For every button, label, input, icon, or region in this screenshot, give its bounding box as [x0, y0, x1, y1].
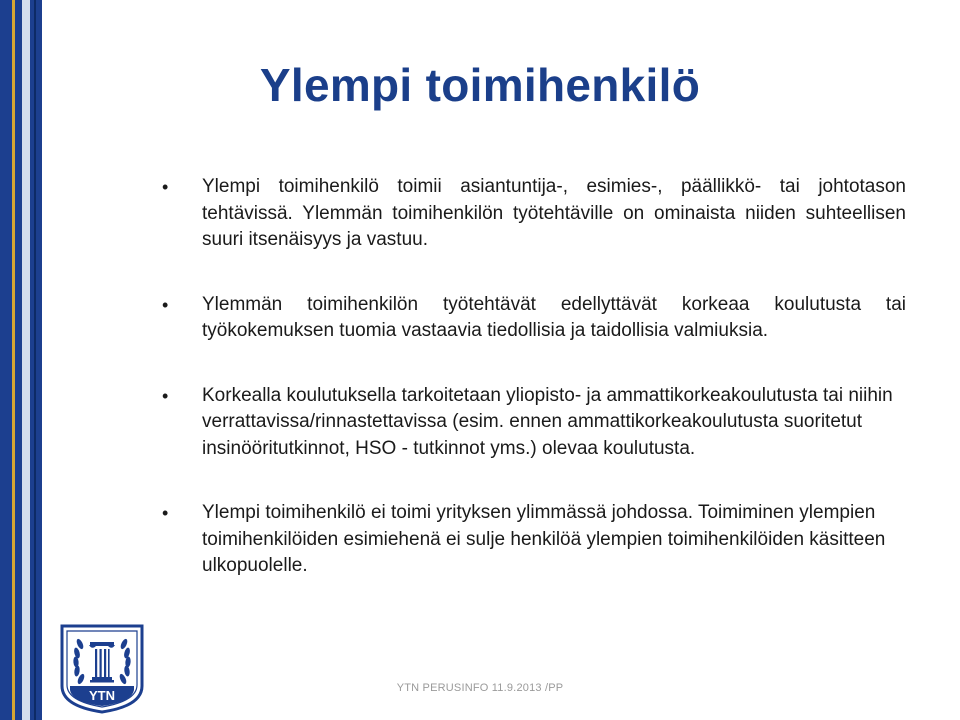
- bullet-item-2: [162, 292, 906, 345]
- bullet-marker: •: [162, 385, 169, 406]
- bullet-item-4: [162, 500, 906, 580]
- bullet-text-3: Korkealla koulutuksella tarkoitetaan yliopisto- ja ammattikorkeakoulutusta tai niihin verrattavissa/rinnastettavissa (esim. ennen ammattikorkeakoulutusta suoritetut insinööritutkinnot, HSO - tutkinnot yms.) olevaa koulutusta.: [202, 384, 893, 459]
- bullet-item-3: [162, 383, 906, 463]
- bullet-item-1: [162, 174, 906, 254]
- bullet-marker: •: [162, 294, 169, 315]
- bullet-list: [162, 174, 906, 618]
- slide-title: Ylempi toimihenkilö: [259, 59, 701, 111]
- bullet-text-2: Ylemmän toimihenkilön työtehtävät edellyttävät korkeaa koulutusta tai työkokemuksen tuomia vastaavia tiedollisia ja taidollisia valmiuksia.: [202, 293, 906, 341]
- ytn-logo-icon: [58, 622, 146, 714]
- ytn-logo-graphic: [58, 622, 146, 714]
- logo-text: YTN: [89, 688, 115, 703]
- bullet-text-4: Ylempi toimihenkilö ei toimi yrityksen ylimmässä johdossa. Toimiminen ylempien toimihenkilöiden esimiehenä ei sulje henkilöä ylempien toimihenkilöiden käsitteen ulkopuolelle.: [202, 502, 886, 576]
- bullet-marker: •: [162, 177, 169, 197]
- slide-footer: YTN PERUSINFO 11.9.2013 /PP: [396, 682, 564, 694]
- bullet-text-1: Ylempi toimihenkilö toimii asiantuntija-, esimies-, päällikkö- tai johtotason tehtävissä. Ylemmän toimihenkilön työtehtäville on ominaista niiden suhteellisen suuri itsenäisyys ja vastuu.: [202, 176, 906, 250]
- bullet-marker: •: [162, 503, 169, 523]
